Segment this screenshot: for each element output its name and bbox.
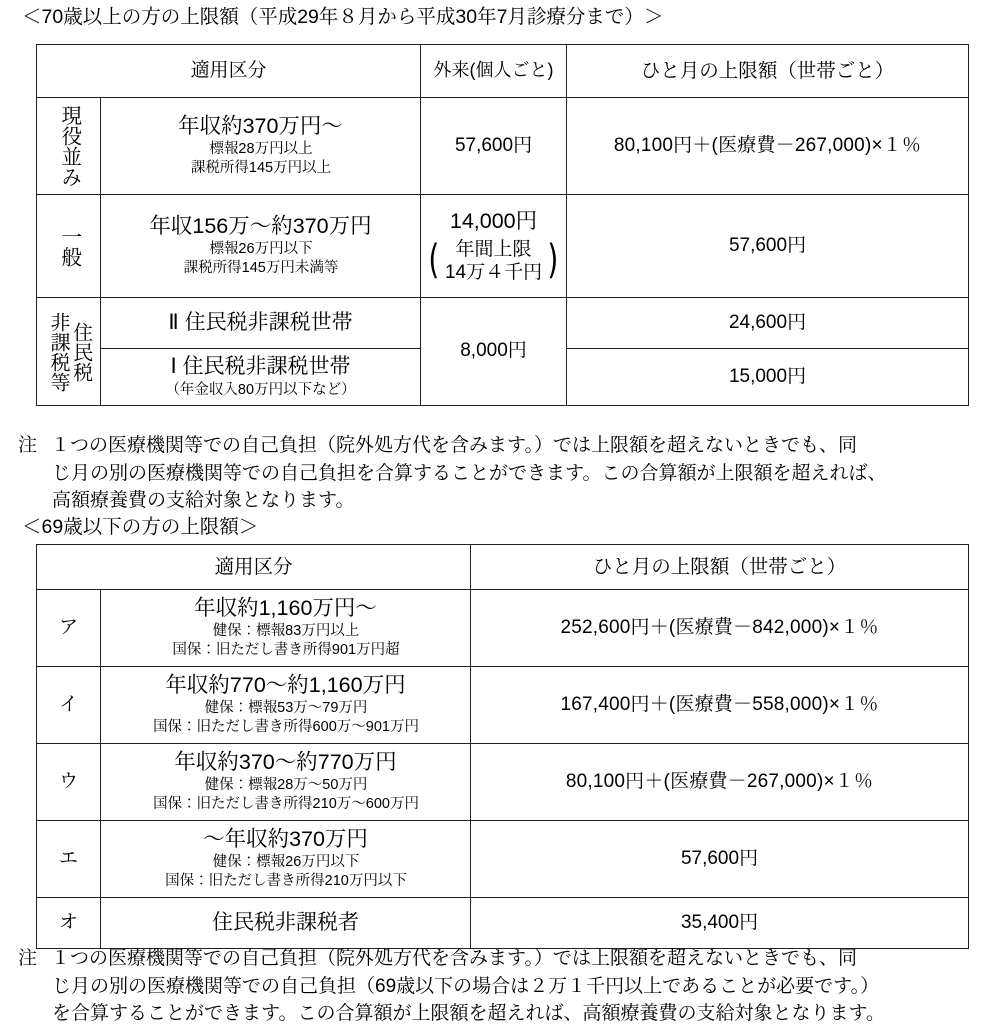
desc-sub-1: 健保：標報83万円以上 xyxy=(212,622,360,639)
bracket-right-icon: ) xyxy=(547,237,559,284)
desc-main: 年収約370～約770万円 xyxy=(174,749,397,774)
table-70plus-limits xyxy=(36,44,969,406)
row-desc-u xyxy=(101,744,471,821)
monthly-limit-formula: 252,600円＋(医療費－842,000)×１％ xyxy=(471,590,969,667)
desc-sub-1: 健保：標報28万～50万円 xyxy=(204,776,368,793)
annual-cap-bracket xyxy=(426,238,560,284)
row-label-genekinami xyxy=(37,98,101,195)
header-category: 適用区分 xyxy=(37,545,471,590)
table-row xyxy=(37,744,969,821)
desc-main: 年収156万～約370万円 xyxy=(149,213,372,238)
footnote-line-1: １つの医療機関等での自己負担（院外処方代を含みます。）では上限額を超えないときでも、同 xyxy=(51,948,857,969)
row-code-o: オ xyxy=(37,898,101,949)
footnote-line-2: じ月の別の医療機関等での自己負担（69歳以下の場合は２万１千円以上であることが必要です。） xyxy=(52,975,880,997)
table-row-header xyxy=(37,45,969,98)
outpatient-amount: 8,000円 xyxy=(421,298,567,406)
footnote-70plus xyxy=(18,432,978,515)
table-row-header xyxy=(37,545,969,590)
row-desc-hikazei-1 xyxy=(101,349,421,406)
table-row xyxy=(37,298,969,349)
desc-sub-1: （年金収入80万円以下など） xyxy=(165,381,356,398)
desc-sub-1: 健保：標報26万円以下 xyxy=(212,853,360,870)
monthly-limit-formula: 80,100円＋(医療費－267,000)×１％ xyxy=(471,744,969,821)
monthly-limit-amount: 57,600円 xyxy=(471,821,969,898)
header-monthly-limit: ひと月の上限額（世帯ごと） xyxy=(567,45,969,98)
monthly-limit-amount: 35,400円 xyxy=(471,898,969,949)
monthly-limit-amount: 57,600円 xyxy=(567,195,969,298)
outpatient-amount-with-cap xyxy=(421,195,567,298)
monthly-limit-formula: 167,400円＋(医療費－558,000)×１％ xyxy=(471,667,969,744)
desc-sub-2: 国保：旧ただし書き所得600万～901万円 xyxy=(153,718,419,735)
header-category: 適用区分 xyxy=(37,45,421,98)
annual-cap-line-2: 14万４千円 xyxy=(444,261,543,283)
annual-cap-line-1: 年間上限 xyxy=(455,238,532,260)
row-desc-e xyxy=(101,821,471,898)
row-desc-a xyxy=(101,590,471,667)
vertical-label-right: 住民税 xyxy=(69,321,92,382)
desc-sub-1: 健保：標報53万～79万円 xyxy=(204,699,368,716)
header-outpatient: 外来(個人ごと) xyxy=(421,45,567,98)
vertical-label-text: 現役並み xyxy=(57,105,81,187)
table-row xyxy=(37,667,969,744)
table-row xyxy=(37,195,969,298)
table-row xyxy=(37,98,969,195)
header-monthly-limit: ひと月の上限額（世帯ごと） xyxy=(471,545,969,590)
footnote-line-3: を合算することができます。この合算額が上限額を超えれば、高額療養費の支給対象となります。 xyxy=(52,1003,885,1025)
footnote-marker: 注 xyxy=(18,948,38,969)
row-code-i: イ xyxy=(37,667,101,744)
footnote-69under xyxy=(18,945,978,1028)
footnote-first-line xyxy=(18,945,978,973)
outpatient-amount: 14,000円 xyxy=(449,209,538,234)
desc-sub-2: 国保：旧ただし書き所得901万円超 xyxy=(172,641,400,658)
footnote-first-line xyxy=(18,432,978,460)
desc-main: 年収約1,160万円～ xyxy=(194,595,377,620)
outpatient-amount: 57,600円 xyxy=(421,98,567,195)
row-desc-ippan xyxy=(101,195,421,298)
section-heading-69under: ＜69歳以下の方の上限額＞ xyxy=(22,516,259,538)
table-69under-limits xyxy=(36,544,969,949)
row-code-a: ア xyxy=(37,590,101,667)
vertical-label-text: 一般 xyxy=(57,225,81,267)
row-label-hikazei xyxy=(37,298,101,406)
footnote-line-3: 高額療養費の支給対象となります。 xyxy=(52,490,355,512)
vertical-label-left: 非課税等 xyxy=(47,311,69,392)
desc-main: Ⅰ 住民税非課税世帯 xyxy=(170,355,351,378)
footnote-line-1: １つの医療機関等での自己負担（院外処方代を含みます。）では上限額を超えないときでも、同 xyxy=(51,435,857,456)
desc-sub-2: 課税所得145万円未満等 xyxy=(183,259,339,276)
table-row xyxy=(37,821,969,898)
row-label-ippan xyxy=(37,195,101,298)
table-row xyxy=(37,590,969,667)
row-desc-o: 住民税非課税者 xyxy=(101,898,471,949)
desc-main: ～年収約370万円 xyxy=(203,826,368,851)
desc-sub-1: 標報28万円以上 xyxy=(209,140,313,157)
desc-sub-2: 国保：旧ただし書き所得210万円以下 xyxy=(165,872,407,889)
footnote-line-2: じ月の別の医療機関等での自己負担を合算することができます。この合算額が上限額を超えれば、 xyxy=(52,462,887,484)
row-code-u: ウ xyxy=(37,744,101,821)
row-code-e: エ xyxy=(37,821,101,898)
row-desc-i xyxy=(101,667,471,744)
annual-cap-text xyxy=(445,238,542,284)
desc-main: 年収約370万円～ xyxy=(178,113,343,138)
monthly-limit-amount: 24,600円 xyxy=(567,298,969,349)
table-row xyxy=(37,898,969,949)
bracket-left-icon: ( xyxy=(428,237,440,284)
desc-main: 年収約770～約1,160万円 xyxy=(165,672,406,697)
desc-sub-1: 標報26万円以下 xyxy=(209,240,313,257)
row-desc-hikazei-2: Ⅱ 住民税非課税世帯 xyxy=(101,298,421,349)
monthly-limit-formula: 80,100円＋(医療費－267,000)×１％ xyxy=(567,98,969,195)
section-heading-70plus: ＜70歳以上の方の上限額（平成29年８月から平成30年7月診療分まで）＞ xyxy=(22,6,664,28)
footnote-marker: 注 xyxy=(18,435,38,456)
monthly-limit-amount: 15,000円 xyxy=(567,349,969,406)
desc-sub-2: 課税所得145万円以上 xyxy=(190,159,332,176)
desc-sub-2: 国保：旧ただし書き所得210万～600万円 xyxy=(153,795,419,812)
row-desc-genekinami xyxy=(101,98,421,195)
